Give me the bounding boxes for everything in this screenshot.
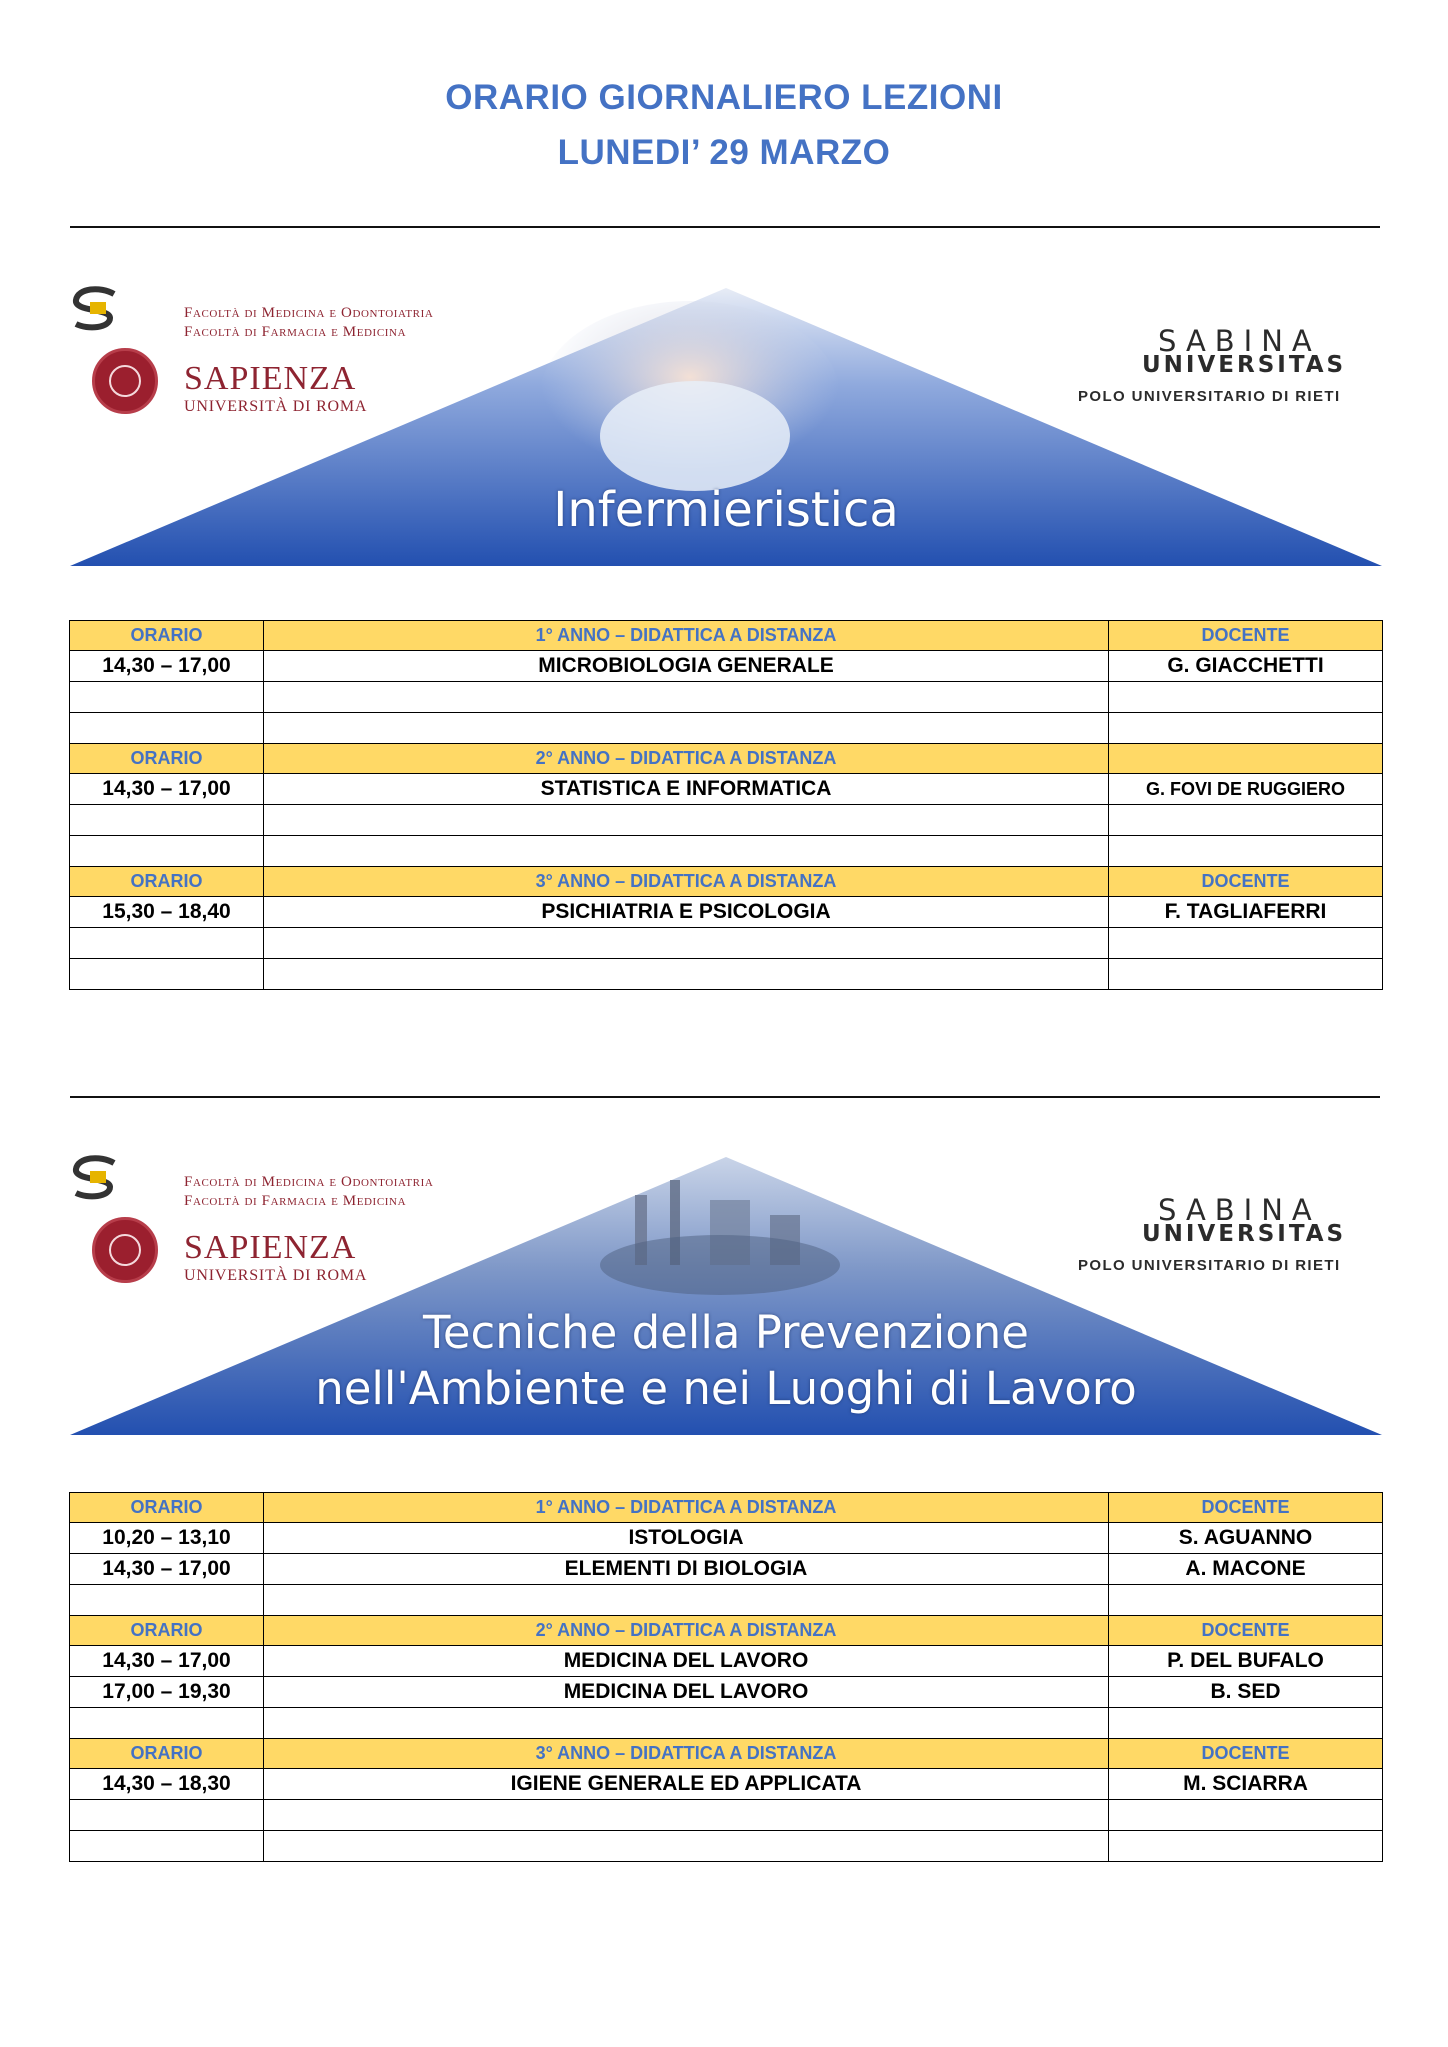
header-course: 2° ANNO – DIDATTICA A DISTANZA [264,1616,1109,1646]
cell-time [70,836,264,867]
table-row [70,836,1383,867]
table-row [70,1646,1383,1677]
cell-time: 15,30 – 18,40 [70,897,264,928]
sabina-polo: POLO UNIVERSITARIO DI RIETI [1078,1257,1341,1274]
header-time: ORARIO [70,1616,264,1646]
cell-course [264,1708,1109,1739]
schedule-table-tecniche-prevenzione [69,1492,1383,1862]
header-teacher: DOCENTE [1109,1616,1383,1646]
divider-line [70,226,1380,228]
cell-teacher: G. GIACCHETTI [1109,651,1383,682]
cell-time [70,1585,264,1616]
sabina-name: SABINA [1158,1193,1321,1227]
banner-title-line1: Tecniche della Prevenzione [423,1306,1029,1359]
banner-title-line2: nell'Ambiente e nei Luoghi di Lavoro [315,1362,1137,1415]
cell-course [264,1585,1109,1616]
cell-course [264,1831,1109,1862]
header-time: ORARIO [70,1493,264,1523]
sapienza-name: SAPIENZA [184,1229,357,1266]
cell-teacher: P. DEL BUFALO [1109,1646,1383,1677]
table-row [70,713,1383,744]
cell-course: STATISTICA E INFORMATICA [264,774,1109,805]
sabina-polo: POLO UNIVERSITARIO DI RIETI [1078,388,1341,405]
header-teacher: DOCENTE [1109,1739,1383,1769]
table-row [70,959,1383,990]
cell-course: PSICHIATRIA E PSICOLOGIA [264,897,1109,928]
table-row [70,651,1383,682]
sabina-logo-icon [70,1155,122,1201]
cell-time [70,682,264,713]
header-time: ORARIO [70,744,264,774]
year-header-row [70,621,1383,651]
sabina-logo-icon [70,286,122,332]
cell-course: MICROBIOLOGIA GENERALE [264,651,1109,682]
cell-teacher: A. MACONE [1109,1554,1383,1585]
cell-teacher: M. SCIARRA [1109,1769,1383,1800]
table-row [70,1677,1383,1708]
cell-teacher [1109,1800,1383,1831]
sabina-sub: UNIVERSITAS [1142,352,1347,378]
header-course: 2° ANNO – DIDATTICA A DISTANZA [264,744,1109,774]
cell-course [264,1800,1109,1831]
cell-time: 14,30 – 17,00 [70,651,264,682]
header-course: 1° ANNO – DIDATTICA A DISTANZA [264,1493,1109,1523]
cell-teacher [1109,1831,1383,1862]
sapienza-seal-icon [92,1217,158,1283]
cell-time [70,1831,264,1862]
cell-course [264,682,1109,713]
cell-teacher: S. AGUANNO [1109,1523,1383,1554]
cell-teacher [1109,959,1383,990]
sapienza-seal-icon [92,348,158,414]
cell-teacher [1109,805,1383,836]
table-row [70,805,1383,836]
header-teacher: DOCENTE [1109,621,1383,651]
divider-line [70,1096,1380,1098]
banner-infermieristica [70,286,1382,568]
table-row [70,1554,1383,1585]
cell-teacher: G. FOVI DE RUGGIERO [1109,774,1383,805]
sabina-sub: UNIVERSITAS [1142,1221,1347,1247]
sapienza-sub: UNIVERSITÀ DI ROMA [184,398,368,415]
header-course: 3° ANNO – DIDATTICA A DISTANZA [264,1739,1109,1769]
table-row [70,1769,1383,1800]
table-row [70,774,1383,805]
header-time: ORARIO [70,1739,264,1769]
cell-course: MEDICINA DEL LAVORO [264,1677,1109,1708]
year-header-row [70,744,1383,774]
cell-time [70,805,264,836]
cell-time [70,928,264,959]
year-header-row [70,867,1383,897]
cell-time: 14,30 – 18,30 [70,1769,264,1800]
cell-teacher [1109,1708,1383,1739]
header-teacher [1109,744,1383,774]
faculty-text [184,1173,433,1211]
cell-time [70,1708,264,1739]
cell-teacher [1109,836,1383,867]
cell-teacher: B. SED [1109,1677,1383,1708]
header-time: ORARIO [70,621,264,651]
faculty-line1: Facoltà di Medicina e Odontoiatria [184,305,434,321]
cell-course [264,836,1109,867]
table-row [70,1708,1383,1739]
cell-time: 17,00 – 19,30 [70,1677,264,1708]
header-course: 1° ANNO – DIDATTICA A DISTANZA [264,621,1109,651]
cell-teacher [1109,682,1383,713]
cell-teacher: F. TAGLIAFERRI [1109,897,1383,928]
table-row [70,897,1383,928]
table-row [70,682,1383,713]
table-row [70,928,1383,959]
cell-time [70,1800,264,1831]
page-title-line2: LUNEDI’ 29 MARZO [557,133,891,172]
header-teacher: DOCENTE [1109,867,1383,897]
banner-tecniche-prevenzione [70,1155,1382,1437]
cell-time: 14,30 – 17,00 [70,1554,264,1585]
faculty-text [184,304,433,342]
cell-teacher [1109,713,1383,744]
cell-course [264,713,1109,744]
table-row [70,1800,1383,1831]
page-title-line1: ORARIO GIORNALIERO LEZIONI [445,78,1003,117]
cell-time: 14,30 – 17,00 [70,1646,264,1677]
year-header-row [70,1739,1383,1769]
cell-course: MEDICINA DEL LAVORO [264,1646,1109,1677]
sabina-name: SABINA [1158,324,1321,358]
cell-time: 10,20 – 13,10 [70,1523,264,1554]
cell-course: IGIENE GENERALE ED APPLICATA [264,1769,1109,1800]
cell-time [70,959,264,990]
banner-course-title [70,1305,1382,1417]
header-course: 3° ANNO – DIDATTICA A DISTANZA [264,867,1109,897]
faculty-line1: Facoltà di Medicina e Odontoiatria [184,1174,434,1190]
table-row [70,1585,1383,1616]
cell-time [70,713,264,744]
table-row [70,1831,1383,1862]
cell-teacher [1109,928,1383,959]
sapienza-sub: UNIVERSITÀ DI ROMA [184,1267,368,1284]
table-row [70,1523,1383,1554]
sapienza-name: SAPIENZA [184,360,357,397]
cell-teacher [1109,1585,1383,1616]
header-teacher: DOCENTE [1109,1493,1383,1523]
cell-course [264,805,1109,836]
schedule-table-infermieristica [69,620,1383,990]
year-header-row [70,1493,1383,1523]
cell-course: ELEMENTI DI BIOLOGIA [264,1554,1109,1585]
cell-course [264,928,1109,959]
year-header-row [70,1616,1383,1646]
cell-course [264,959,1109,990]
header-time: ORARIO [70,867,264,897]
cell-time: 14,30 – 17,00 [70,774,264,805]
banner-course-title: Infermieristica [553,482,899,538]
faculty-line2: Facoltà di Farmacia e Medicina [184,324,407,340]
cell-course: ISTOLOGIA [264,1523,1109,1554]
faculty-line2: Facoltà di Farmacia e Medicina [184,1193,407,1209]
